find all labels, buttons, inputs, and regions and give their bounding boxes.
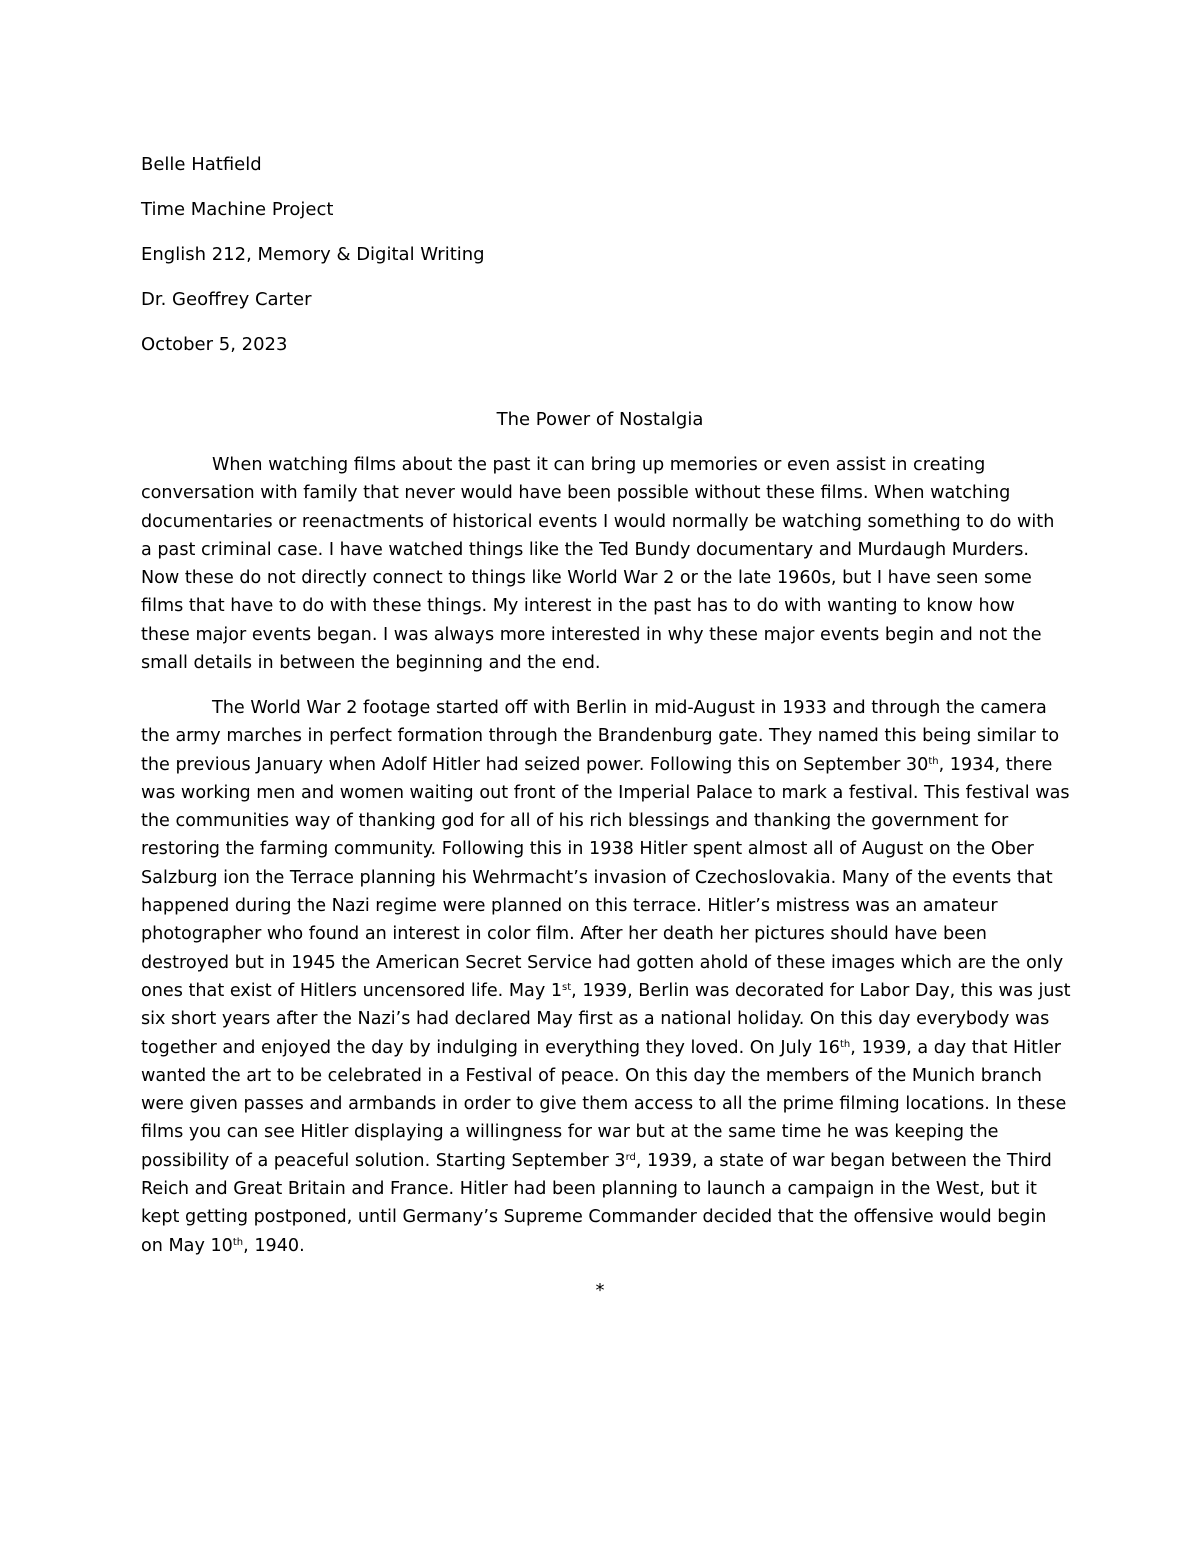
line-text: , 1940. <box>243 1235 305 1256</box>
line-text: , 1939, Berlin was decorated for Labor Day, this was just <box>571 980 1071 1001</box>
paragraph-line: The World War 2 footage started off with Berlin in mid-August in 1933 and through the camera <box>212 698 1047 718</box>
course-name: English 212, Memory & Digital Writing <box>141 244 485 265</box>
paragraph-line: was working men and women waiting out front of the Imperial Palace to mark a festival. This festival was <box>141 782 1070 803</box>
paragraph-line: wanted the art to be celebrated in a Festival of peace. On this day the members of the Munich branch <box>141 1065 1042 1086</box>
paragraph-line: films that have to do with these things. My interest in the past has to do with wanting to know how <box>141 596 1015 617</box>
document-date: October 5, 2023 <box>141 334 288 355</box>
line-text: the previous January when Adolf Hitler had seized power. Following this on September 30 <box>141 754 929 775</box>
paragraph-line: documentaries or reenactments of historical events I would normally be watching something to do with <box>141 511 1055 532</box>
line-text: ones that exist of Hitlers uncensored life. May 1 <box>141 980 563 1001</box>
paragraph-line: were given passes and armbands in order to give them access to all the prime filming locations. In these <box>141 1094 1067 1115</box>
line-text: , 1939, a state of war began between the Third <box>635 1150 1052 1171</box>
paragraph-line: the communities way of thanking god for all of his rich blessings and thanking the government for <box>141 811 1009 832</box>
line-text: , 1934, there <box>938 754 1053 775</box>
author-name: Belle Hatfield <box>141 154 262 175</box>
paragraph-line: photographer who found an interest in color film. After her death her pictures should have been <box>141 924 987 945</box>
instructor-name: Dr. Geoffrey Carter <box>141 289 312 310</box>
line-text: , 1939, a day that Hitler <box>850 1037 1062 1058</box>
paragraph-line: these major events began. I was always more interested in why these major events begin and not the <box>141 624 1042 645</box>
paragraph-line: conversation with family that never would have been possible without these films. When watching <box>141 483 1011 504</box>
line-text: possibility of a peaceful solution. Starting September 3 <box>141 1150 626 1171</box>
paragraph-2 <box>141 694 1071 1260</box>
section-separator: * <box>595 1280 605 1301</box>
paragraph-line: the army marches in perfect formation through the Brandenburg gate. They named this being similar to <box>141 726 1060 747</box>
paragraph-line <box>141 1232 1061 1260</box>
paragraph-line: Salzburg ion the Terrace planning his Wehrmacht’s invasion of Czechoslovakia. Many of the events that <box>141 867 1053 888</box>
paragraph-line: kept getting postponed, until Germany’s Supreme Commander decided that the offensive would begin <box>141 1207 1047 1228</box>
project-name: Time Machine Project <box>141 199 334 220</box>
paragraph-line: six short years after the Nazi’s had declared May first as a national holiday. On this day everybody was <box>141 1009 1050 1030</box>
line-text: together and enjoyed the day by indulging in everything they loved. On July 16 <box>141 1037 840 1058</box>
paragraph-line <box>141 977 1071 1005</box>
paragraph-line: restoring the farming community. Following this in 1938 Hitler spent almost all of August on the Ober <box>141 839 1034 860</box>
ordinal-suffix: rd <box>625 1151 636 1163</box>
line-text: on May 10 <box>141 1235 233 1256</box>
ordinal-suffix: th <box>928 755 939 767</box>
paragraph-line <box>141 751 1061 779</box>
paragraph-line: destroyed but in 1945 the American Secret Service had gotten ahold of these images which are the only <box>141 952 1064 973</box>
paragraph-line: happened during the Nazi regime were planned on this terrace. Hitler’s mistress was an amateur <box>141 896 998 917</box>
document-header <box>141 142 485 367</box>
ordinal-suffix: th <box>840 1038 851 1050</box>
paragraph-1 <box>141 451 1061 677</box>
paragraph-line: films you can see Hitler displaying a willingness for war but at the same time he was keeping the <box>141 1122 999 1143</box>
paragraph-line: a past criminal case. I have watched things like the Ted Bundy documentary and Murdaugh Murders. <box>141 539 1029 560</box>
ordinal-suffix: th <box>232 1236 244 1248</box>
paragraph-line <box>141 1034 1061 1062</box>
paragraph-line: Now these do not directly connect to things like World War 2 or the late 1960s, but I have seen some <box>141 568 1032 589</box>
paragraph-line: When watching films about the past it can bring up memories or even assist in creating <box>212 455 986 475</box>
paragraph-line: Reich and Great Britain and France. Hitler had been planning to launch a campaign in the West, but it <box>141 1179 1037 1200</box>
document-title: The Power of Nostalgia <box>496 409 704 430</box>
paragraph-line <box>141 1147 1061 1175</box>
paragraph-line: small details in between the beginning and the end. <box>141 653 601 674</box>
ordinal-suffix: st <box>562 981 572 993</box>
